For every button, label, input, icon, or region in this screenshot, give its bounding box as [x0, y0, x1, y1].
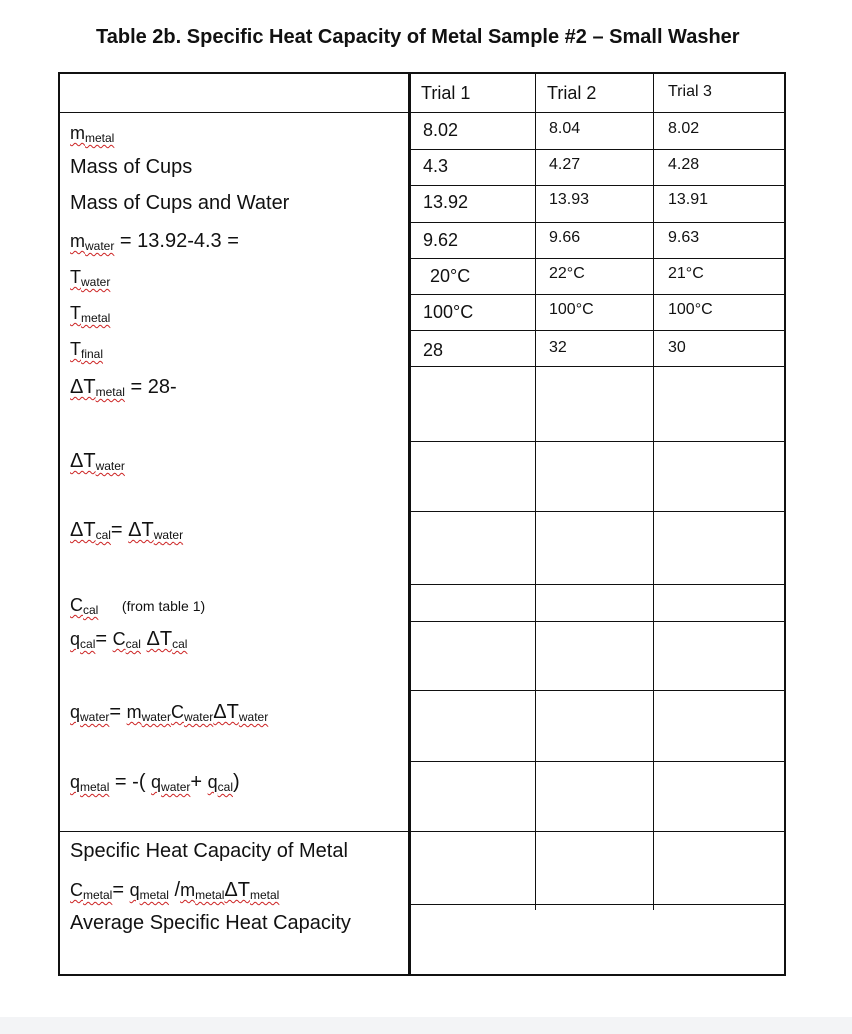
label-t-metal: $T_{metal}$ — [70, 303, 111, 325]
cell: 9.63 — [668, 229, 700, 246]
row-divider — [409, 904, 784, 905]
cell: 28 — [423, 340, 444, 360]
label-t-final: $T_{final}$ — [70, 339, 104, 361]
label-m-metal: $m_{metal}$ — [70, 123, 115, 145]
label-delta-t-cal: $\Delta T_{cal}= \Delta T_{water}$ — [70, 519, 184, 542]
cell: 8.02 — [423, 120, 459, 140]
cell: 100°C — [423, 302, 474, 322]
row-divider — [409, 690, 784, 691]
label-t-water: $T_{water}$ — [70, 267, 111, 289]
cell: 13.91 — [668, 191, 709, 208]
row-divider — [409, 366, 784, 367]
header-trial-1: Trial 1 — [421, 83, 471, 103]
cell: 8.02 — [668, 120, 700, 137]
cell: 20°C — [430, 266, 471, 286]
cell: 100°C — [549, 301, 594, 318]
label-mass-of-cups-and-water: Mass of Cups and Water — [70, 192, 290, 214]
row-divider — [409, 294, 784, 295]
cell: 4.27 — [549, 156, 581, 173]
row-divider — [409, 185, 784, 186]
cell: 9.66 — [549, 229, 581, 246]
row-divider — [409, 330, 784, 331]
cell: 21°C — [668, 265, 704, 282]
label-c-cal: $C_{cal}$ (from table 1) — [70, 595, 206, 617]
label-q-water: $q_{water}= m_{water}C_{water}\Delta T_{water}$ — [70, 701, 269, 724]
label-delta-t-metal: $\Delta T_{metal} = 28-$ — [70, 376, 177, 399]
header-trial-2: Trial 2 — [547, 83, 597, 103]
cell: 4.3 — [423, 156, 449, 176]
row-divider — [409, 222, 784, 223]
row-divider — [409, 441, 784, 442]
bottom-strip — [0, 1017, 852, 1034]
label-c-metal-formula: $C_{metal}= q_{metal}$ $/m_{metal}\Delta T_{metal}$ — [70, 879, 280, 902]
label-average-specific-heat: Average Specific Heat Capacity — [70, 912, 351, 934]
cell: 4.28 — [668, 156, 700, 173]
row-divider — [409, 258, 784, 259]
column-divider — [408, 74, 411, 974]
row-divider — [409, 584, 784, 585]
row-divider — [409, 511, 784, 512]
row-divider — [60, 112, 784, 113]
table-title: Table 2b. Specific Heat Capacity of Metal Sample #2 – Small Washer — [96, 26, 740, 48]
cell: 13.92 — [423, 192, 469, 212]
cell: 100°C — [668, 301, 713, 318]
label-specific-heat-capacity: Specific Heat Capacity of Metal — [70, 840, 348, 862]
cell: 22°C — [549, 265, 585, 282]
header-trial-3: Trial 3 — [668, 83, 712, 100]
cell: 13.93 — [549, 191, 590, 208]
column-divider — [653, 74, 654, 910]
data-table — [58, 72, 786, 976]
row-divider — [409, 149, 784, 150]
row-divider — [60, 831, 784, 832]
label-mass-of-cups: Mass of Cups — [70, 156, 193, 178]
column-divider — [535, 74, 536, 910]
row-divider — [409, 621, 784, 622]
label-q-metal: $q_{metal}$ = -( $q_{water}+ q_{cal}$) — [70, 771, 240, 794]
cell: 9.62 — [423, 230, 459, 250]
cell: 32 — [549, 339, 567, 356]
label-delta-t-water: $\Delta T_{water}$ — [70, 450, 125, 473]
row-divider — [409, 761, 784, 762]
cell: 8.04 — [549, 120, 581, 137]
cell: 30 — [668, 339, 686, 356]
label-q-cal: $q_{cal}= C_{cal}$ $\Delta T_{cal}$ — [70, 628, 188, 651]
label-m-water: $m_{water} = 13.92-4.3$ = — [70, 230, 239, 253]
